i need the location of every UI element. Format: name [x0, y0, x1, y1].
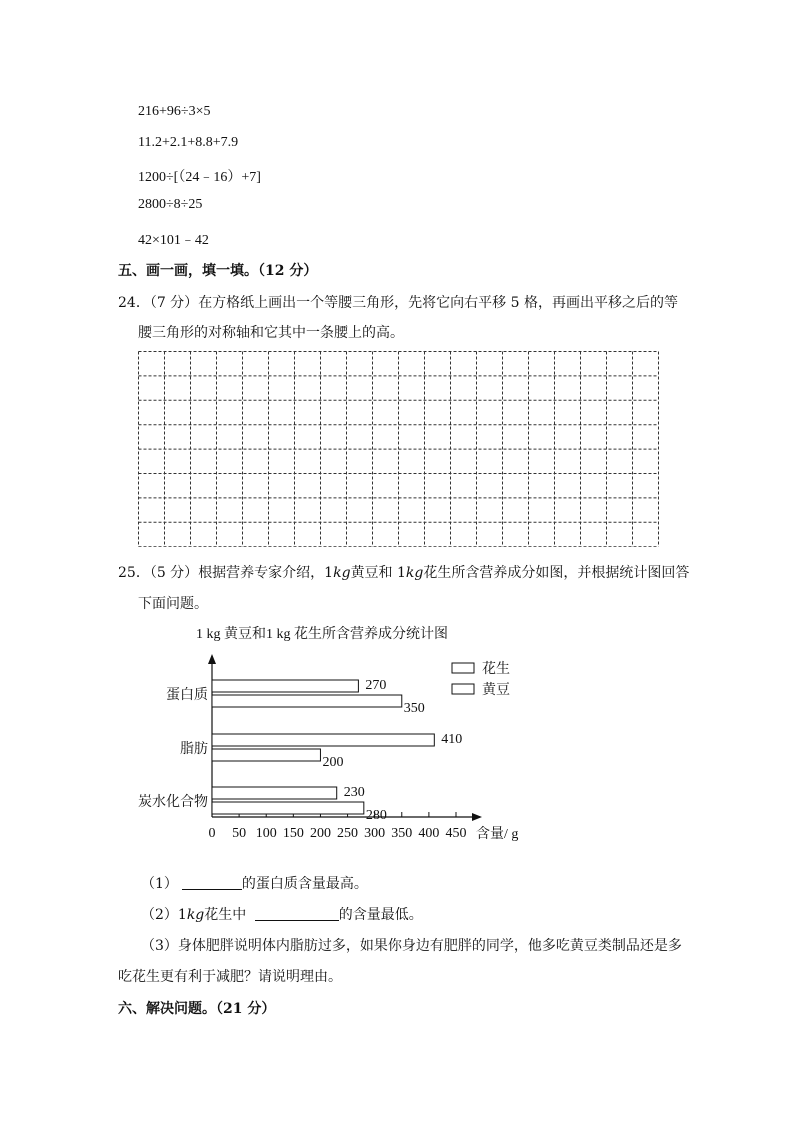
bar-soybean: [212, 802, 364, 814]
answer-blank-2[interactable]: [255, 906, 339, 921]
data-label: 280: [365, 808, 387, 823]
sub-question-2-number: （2）1: [141, 907, 187, 923]
sub-question-2: [141, 904, 423, 924]
data-label: 350: [403, 701, 425, 716]
x-tick-label: 300: [364, 826, 386, 841]
expression-2: 11.2+2.1+8.8+7.9: [138, 135, 239, 150]
question-25-points: （5 分）: [149, 565, 199, 581]
bar-soybean: [212, 749, 320, 761]
chart-title: 1 kg 黄豆和1 kg 花生所含营养成分统计图: [196, 627, 448, 642]
question-24-number: 24．: [118, 295, 150, 311]
unit-kg: kg: [405, 565, 424, 581]
bar-soybean: [212, 695, 402, 707]
x-tick-label: 100: [255, 826, 277, 841]
question-24-points: （7 分）: [149, 295, 199, 311]
x-axis-arrow: [472, 813, 482, 821]
bar-chart: [130, 620, 550, 860]
question-25-text-b: 黄豆和 1: [350, 565, 406, 581]
x-tick-label: 350: [391, 826, 413, 841]
x-tick-label: 250: [337, 826, 359, 841]
unit-kg: kg: [186, 907, 205, 923]
x-tick-label: 0: [208, 826, 216, 841]
bar-peanut: [212, 734, 434, 746]
question-25-text-c: 花生所含营养成分如图，并根据统计图回答: [423, 565, 690, 581]
category-label: 蛋白质: [166, 688, 208, 703]
x-tick-label: 150: [282, 826, 304, 841]
legend-swatch: [452, 684, 474, 694]
legend-label: 花生: [482, 662, 510, 677]
expression-4: 2800÷8÷25: [138, 197, 203, 212]
data-label: 410: [441, 732, 463, 747]
question-24-line-1: [118, 292, 678, 312]
sub-question-3-line-1: （3）身体肥胖说明体内脂肪过多，如果你身边有肥胖的同学，他多吃黄豆类制品还是多: [141, 938, 682, 954]
question-25-number: 25．: [118, 565, 150, 581]
data-label: 230: [343, 785, 365, 800]
x-tick-label: 50: [232, 826, 247, 841]
sub-question-1-text: 的蛋白质含量最高。: [241, 876, 368, 892]
sub-question-1-number: （1）: [141, 876, 178, 892]
data-label: 200: [322, 755, 344, 770]
expression-5: 42×101﹣42: [138, 233, 209, 248]
bar-peanut: [212, 680, 358, 692]
expression-1: 216+96÷3×5: [138, 104, 211, 119]
sub-question-2-text-b: 的含量最低。: [338, 907, 423, 923]
question-25-line-2: 下面问题。: [138, 596, 208, 612]
data-label: 270: [365, 678, 387, 693]
x-axis-label: 含量/ g: [476, 827, 519, 842]
dashed-grid-paper[interactable]: [138, 351, 660, 547]
question-24-line-2: 腰三角形的对称轴和它其中一条腰上的高。: [138, 325, 404, 341]
x-tick-label: 400: [418, 826, 440, 841]
x-tick-label: 200: [309, 826, 331, 841]
sub-question-3-line-2: 吃花生更有利于减肥？请说明理由。: [118, 969, 342, 985]
section-5-title: 五、画一画，填一填。（12 分）: [118, 263, 318, 279]
legend-label: 黄豆: [482, 683, 510, 698]
question-25-line-1: [118, 562, 689, 582]
expression-3: 1200÷[（24﹣16）+7]: [138, 170, 261, 185]
category-label: 脂肪: [180, 742, 208, 757]
unit-kg: kg: [333, 565, 351, 581]
legend-swatch: [452, 663, 474, 673]
answer-blank-1[interactable]: [182, 875, 242, 890]
category-label: 炭水化合物: [138, 795, 208, 810]
question-25-text-a: 根据营养专家介绍，1: [198, 565, 334, 581]
bar-peanut: [212, 787, 337, 799]
sub-question-1: [141, 873, 368, 893]
question-24-text-1: 在方格纸上画出一个等腰三角形，先将它向右平移 5 格，再画出平移之后的等: [198, 295, 678, 311]
section-6-title: 六、解决问题。（21 分）: [118, 1001, 276, 1017]
sub-question-2-text-a: 花生中: [204, 907, 251, 923]
x-tick-label: 450: [445, 826, 467, 841]
y-axis-arrow: [208, 654, 216, 664]
